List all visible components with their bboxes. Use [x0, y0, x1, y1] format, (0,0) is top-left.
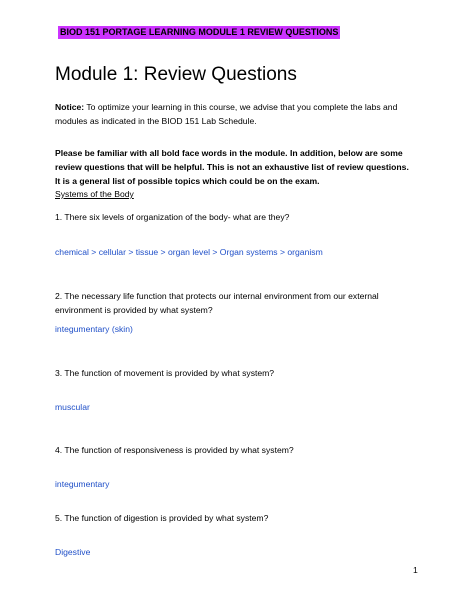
notice-label: Notice: [55, 102, 85, 112]
section-heading: Systems of the Body [55, 189, 134, 199]
question-4: 4. The function of responsiveness is provided by what system? [55, 445, 294, 455]
answer-3: muscular [55, 402, 90, 412]
header-banner: BIOD 151 PORTAGE LEARNING MODULE 1 REVIEW QUESTIONS [60, 27, 339, 37]
question-3: 3. The function of movement is provided by what system? [55, 368, 275, 378]
page-number: 1 [413, 565, 418, 575]
answer-2: integumentary (skin) [55, 324, 133, 334]
question-5: 5. The function of digestion is provided by what system? [55, 513, 269, 523]
answer-4: integumentary [55, 479, 110, 489]
notice-text: To optimize your learning in this course, we advise that you complete the labs and modules as indicated in the BIOD 151 Lab Schedule. [55, 102, 398, 126]
question-1: 1. There six levels of organization of the body- what are they? [55, 212, 290, 222]
answer-1: chemical > cellular > tissue > organ level > Organ systems > organism [55, 247, 323, 257]
page-title: Module 1: Review Questions [55, 64, 297, 85]
notice-paragraph [55, 100, 415, 128]
question-2: 2. The necessary life function that protects our internal environment from our external environment is provided by what system? [55, 291, 379, 315]
answer-5: Digestive [55, 547, 91, 557]
familiar-paragraph: Please be familiar with all bold face words in the module. In addition, below are some review questions that will be helpful. This is not an exhaustive list of review questions. It is a general list of possible topics which could be on the exam. [55, 148, 409, 186]
